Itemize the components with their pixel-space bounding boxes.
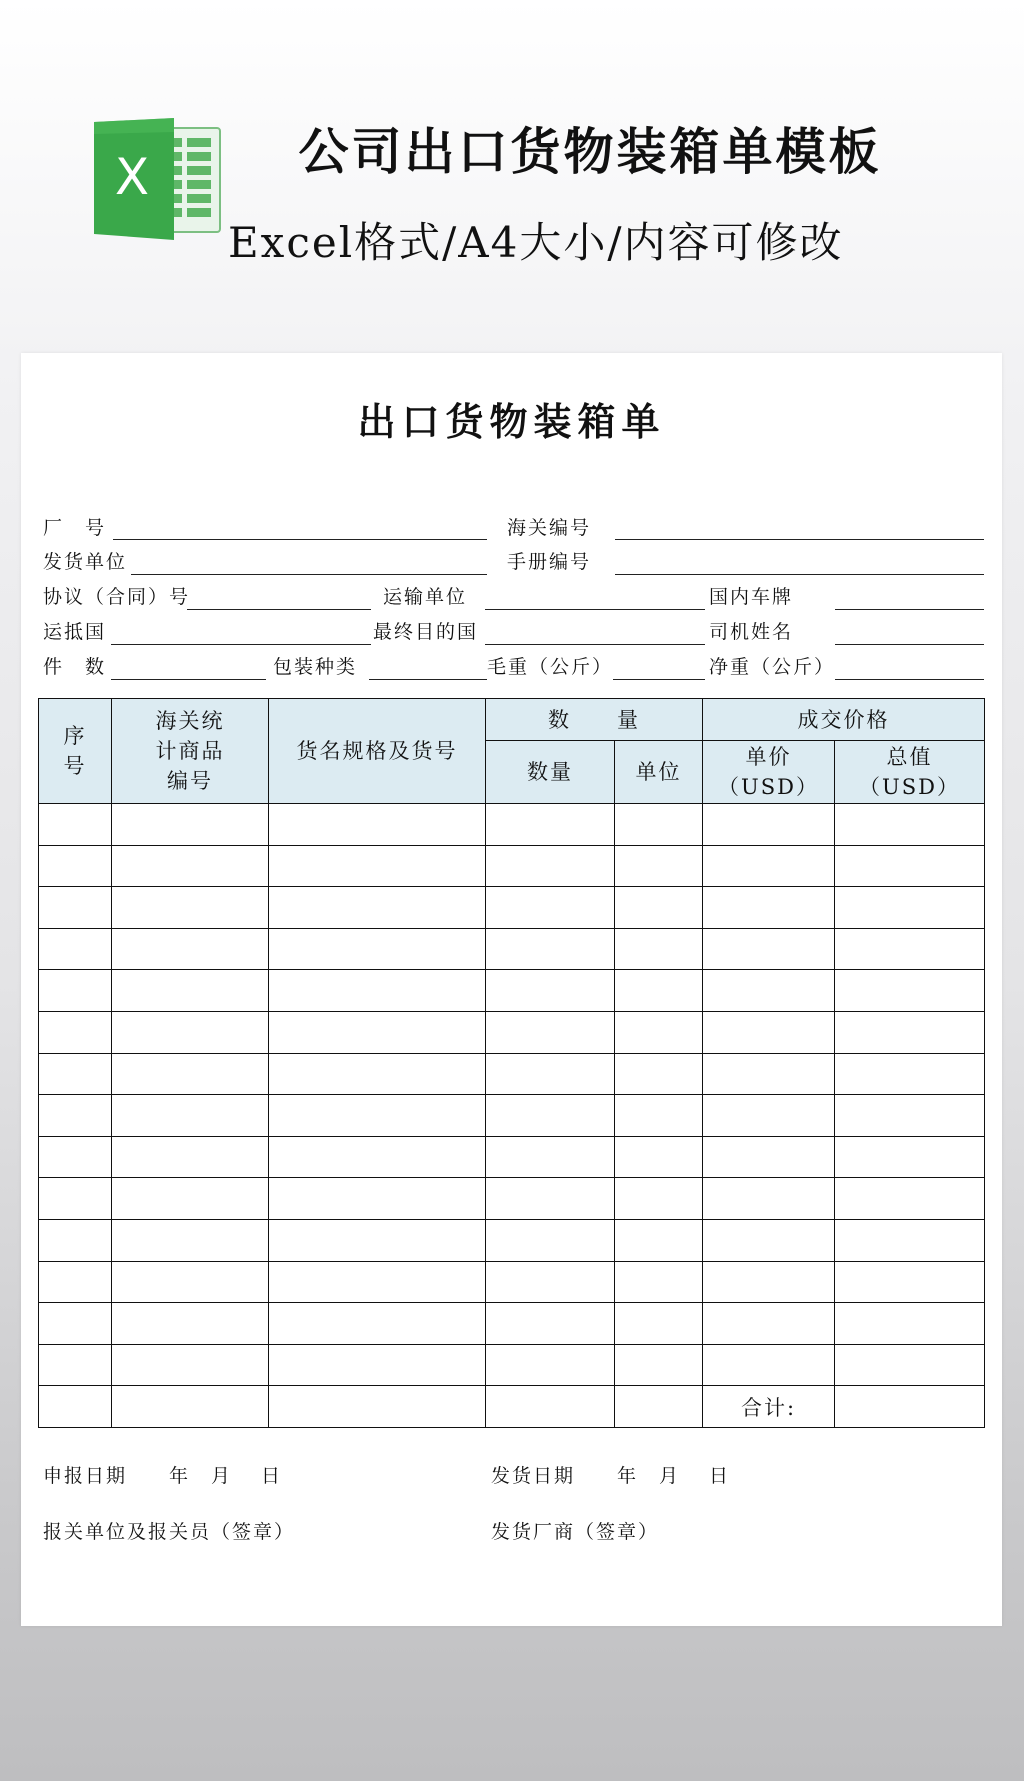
header-hs-line2: 计商品	[155, 739, 225, 763]
header-unit-price-line2: （USD）	[718, 775, 819, 799]
manufacturer-signature: 发货厂商（签章）	[491, 1521, 660, 1543]
net-weight-field[interactable]	[835, 679, 984, 680]
driver-name-field[interactable]	[835, 644, 984, 645]
table-cell[interactable]	[112, 1386, 269, 1428]
table-cell[interactable]	[615, 887, 703, 929]
table-cell[interactable]	[615, 1219, 703, 1261]
final-destination-field[interactable]	[485, 644, 705, 645]
table-cell[interactable]	[486, 1136, 615, 1178]
table-cell[interactable]	[703, 1344, 835, 1386]
excel-icon-letter: X	[114, 148, 150, 206]
table-cell[interactable]	[269, 1053, 486, 1095]
table-cell[interactable]	[486, 1053, 615, 1095]
header-quantity: 数量	[486, 741, 615, 804]
declare-date: 申报日期 年 月 日	[43, 1465, 283, 1487]
goods-table	[38, 698, 985, 1428]
table-cell[interactable]	[39, 887, 112, 929]
gross-weight-label: 毛重（公斤）	[487, 656, 614, 678]
table-cell[interactable]	[269, 845, 486, 887]
table-cell[interactable]	[703, 804, 835, 846]
table-cell[interactable]	[39, 970, 112, 1012]
table-cell[interactable]	[703, 1095, 835, 1137]
driver-name-label: 司机姓名	[709, 621, 794, 643]
table-cell[interactable]	[269, 887, 486, 929]
table-row	[39, 887, 985, 929]
carrier-label: 运输单位	[383, 586, 468, 608]
contract-no-label: 协议（合同）号	[43, 586, 191, 608]
table-cell[interactable]	[39, 1303, 112, 1345]
table-cell[interactable]	[486, 1219, 615, 1261]
table-cell[interactable]	[112, 1261, 269, 1303]
table-cell[interactable]	[703, 1261, 835, 1303]
excel-icon	[90, 118, 224, 240]
table-cell[interactable]	[835, 1011, 985, 1053]
table-cell[interactable]	[615, 1303, 703, 1345]
factory-no-field[interactable]	[113, 539, 487, 540]
table-cell[interactable]	[39, 1386, 112, 1428]
table-cell[interactable]	[269, 804, 486, 846]
arrival-country-label: 运抵国	[43, 621, 107, 643]
table-cell[interactable]	[835, 1053, 985, 1095]
header-unit: 单位	[615, 741, 703, 804]
table-cell[interactable]	[703, 1178, 835, 1220]
header-unit-price	[703, 741, 835, 804]
table-cell[interactable]	[39, 928, 112, 970]
table-cell[interactable]	[112, 1011, 269, 1053]
shipper-label: 发货单位	[43, 551, 128, 573]
document-title: 出口货物装箱单	[357, 400, 666, 444]
header-unit-price-line1: 单价	[745, 745, 792, 769]
table-cell[interactable]	[112, 1136, 269, 1178]
header-seq-line2: 号	[63, 754, 87, 778]
header-seq-line1: 序	[63, 724, 87, 748]
table-cell[interactable]	[615, 1136, 703, 1178]
contract-no-field[interactable]	[187, 609, 371, 610]
table-cell[interactable]	[615, 928, 703, 970]
table-cell[interactable]	[269, 1095, 486, 1137]
header-total-value-line2: （USD）	[859, 775, 960, 799]
table-cell[interactable]	[269, 1261, 486, 1303]
table-cell[interactable]	[835, 845, 985, 887]
table-cell[interactable]	[486, 1344, 615, 1386]
piece-count-label: 件 数	[43, 656, 107, 678]
table-cell[interactable]	[39, 1178, 112, 1220]
table-cell[interactable]	[39, 804, 112, 846]
table-cell[interactable]	[39, 1053, 112, 1095]
table-cell[interactable]	[703, 1053, 835, 1095]
table-cell[interactable]	[112, 970, 269, 1012]
table-row	[39, 1386, 985, 1428]
table-row	[39, 1219, 985, 1261]
table-cell[interactable]	[835, 1136, 985, 1178]
manual-no-label: 手册编号	[507, 551, 592, 573]
table-cell[interactable]	[112, 804, 269, 846]
table-cell[interactable]	[703, 845, 835, 887]
table-cell[interactable]	[39, 1136, 112, 1178]
table-cell[interactable]	[269, 970, 486, 1012]
table-cell[interactable]	[835, 887, 985, 929]
table-cell[interactable]	[269, 1011, 486, 1053]
customs-no-field[interactable]	[615, 539, 984, 540]
table-cell[interactable]	[835, 1386, 985, 1428]
customs-no-label: 海关编号	[507, 517, 592, 539]
table-row	[39, 1344, 985, 1386]
table-cell[interactable]	[835, 928, 985, 970]
table-row	[39, 970, 985, 1012]
table-row	[39, 1053, 985, 1095]
table-cell[interactable]	[486, 1303, 615, 1345]
header-quantity-group: 数 量	[486, 699, 703, 741]
table-cell[interactable]	[486, 928, 615, 970]
table-cell[interactable]	[112, 1095, 269, 1137]
header-total-value-line1: 总值	[886, 745, 933, 769]
table-cell[interactable]	[269, 1178, 486, 1220]
table-cell[interactable]	[615, 1178, 703, 1220]
package-type-label: 包装种类	[273, 656, 358, 678]
manual-no-field[interactable]	[615, 574, 984, 575]
table-cell[interactable]	[39, 845, 112, 887]
table-cell[interactable]	[703, 887, 835, 929]
table-cell[interactable]	[703, 1303, 835, 1345]
table-cell[interactable]	[269, 1386, 486, 1428]
table-cell[interactable]	[615, 845, 703, 887]
table-cell[interactable]	[486, 1011, 615, 1053]
table-row	[39, 1178, 985, 1220]
header-seq	[39, 699, 112, 804]
table-cell[interactable]	[703, 1136, 835, 1178]
table-cell[interactable]	[112, 845, 269, 887]
table-cell[interactable]	[615, 804, 703, 846]
table-cell[interactable]	[486, 1261, 615, 1303]
carrier-field[interactable]	[485, 609, 705, 610]
table-cell[interactable]	[703, 928, 835, 970]
total-label: 合计:	[703, 1386, 835, 1428]
table-cell[interactable]	[835, 1095, 985, 1137]
net-weight-label: 净重（公斤）	[709, 656, 836, 678]
table-cell[interactable]	[486, 1386, 615, 1428]
table-cell[interactable]	[615, 1386, 703, 1428]
table-cell[interactable]	[269, 1136, 486, 1178]
table-row	[39, 1095, 985, 1137]
table-row	[39, 804, 985, 846]
table-cell[interactable]	[486, 1095, 615, 1137]
table-cell[interactable]	[112, 887, 269, 929]
table-cell[interactable]	[486, 1178, 615, 1220]
table-cell[interactable]	[39, 1344, 112, 1386]
header-price-group: 成交价格	[703, 699, 985, 741]
gross-weight-field[interactable]	[613, 679, 705, 680]
table-cell[interactable]	[486, 845, 615, 887]
header-description: 货名规格及货号	[269, 699, 486, 804]
table-cell[interactable]	[835, 1178, 985, 1220]
table-cell[interactable]	[615, 970, 703, 1012]
table-cell[interactable]	[112, 1219, 269, 1261]
table-cell[interactable]	[39, 1011, 112, 1053]
table-row	[39, 1011, 985, 1053]
header-total-value	[835, 741, 985, 804]
factory-no-label: 厂 号	[43, 517, 107, 539]
table-cell[interactable]	[703, 1219, 835, 1261]
ship-date: 发货日期 年 月 日	[491, 1465, 731, 1487]
piece-count-field[interactable]	[111, 679, 266, 680]
table-cell[interactable]	[835, 804, 985, 846]
table-cell[interactable]	[703, 970, 835, 1012]
table-cell[interactable]	[39, 1261, 112, 1303]
table-row	[39, 845, 985, 887]
table-cell[interactable]	[112, 1303, 269, 1345]
table-row	[39, 1136, 985, 1178]
document-sheet	[21, 353, 1002, 1626]
table-cell[interactable]	[486, 804, 615, 846]
shipper-field[interactable]	[131, 574, 487, 575]
arrival-country-field[interactable]	[111, 644, 371, 645]
table-cell[interactable]	[269, 1219, 486, 1261]
table-cell[interactable]	[615, 1095, 703, 1137]
table-cell[interactable]	[835, 970, 985, 1012]
plate-no-field[interactable]	[835, 609, 984, 610]
table-cell[interactable]	[615, 1344, 703, 1386]
goods-table-body	[39, 804, 985, 1428]
table-cell[interactable]	[835, 1344, 985, 1386]
banner	[0, 0, 1024, 340]
table-cell[interactable]	[39, 1095, 112, 1137]
table-cell[interactable]	[486, 970, 615, 1012]
table-cell[interactable]	[835, 1303, 985, 1345]
final-destination-label: 最终目的国	[373, 621, 479, 643]
table-cell[interactable]	[112, 928, 269, 970]
banner-subtitle: Excel格式/A4大小/内容可修改	[228, 218, 844, 267]
header-hs-line3: 编号	[167, 769, 213, 793]
table-cell[interactable]	[269, 1344, 486, 1386]
declarant-signature: 报关单位及报关员（签章）	[43, 1521, 296, 1543]
table-cell[interactable]	[112, 1053, 269, 1095]
table-cell[interactable]	[486, 887, 615, 929]
table-cell[interactable]	[835, 1261, 985, 1303]
table-cell[interactable]	[615, 1053, 703, 1095]
header-hs-code	[112, 699, 269, 804]
table-cell[interactable]	[615, 1011, 703, 1053]
table-cell[interactable]	[269, 1303, 486, 1345]
table-cell[interactable]	[112, 1344, 269, 1386]
table-row	[39, 928, 985, 970]
table-cell[interactable]	[39, 1219, 112, 1261]
table-row	[39, 1303, 985, 1345]
header-hs-line1: 海关统	[155, 709, 225, 733]
table-cell[interactable]	[615, 1261, 703, 1303]
plate-no-label: 国内车牌	[709, 586, 794, 608]
table-cell[interactable]	[269, 928, 486, 970]
table-cell[interactable]	[112, 1178, 269, 1220]
table-row	[39, 1261, 985, 1303]
banner-title: 公司出口货物装箱单模板	[298, 123, 882, 181]
table-cell[interactable]	[703, 1011, 835, 1053]
table-cell[interactable]	[835, 1219, 985, 1261]
package-type-field[interactable]	[369, 679, 487, 680]
